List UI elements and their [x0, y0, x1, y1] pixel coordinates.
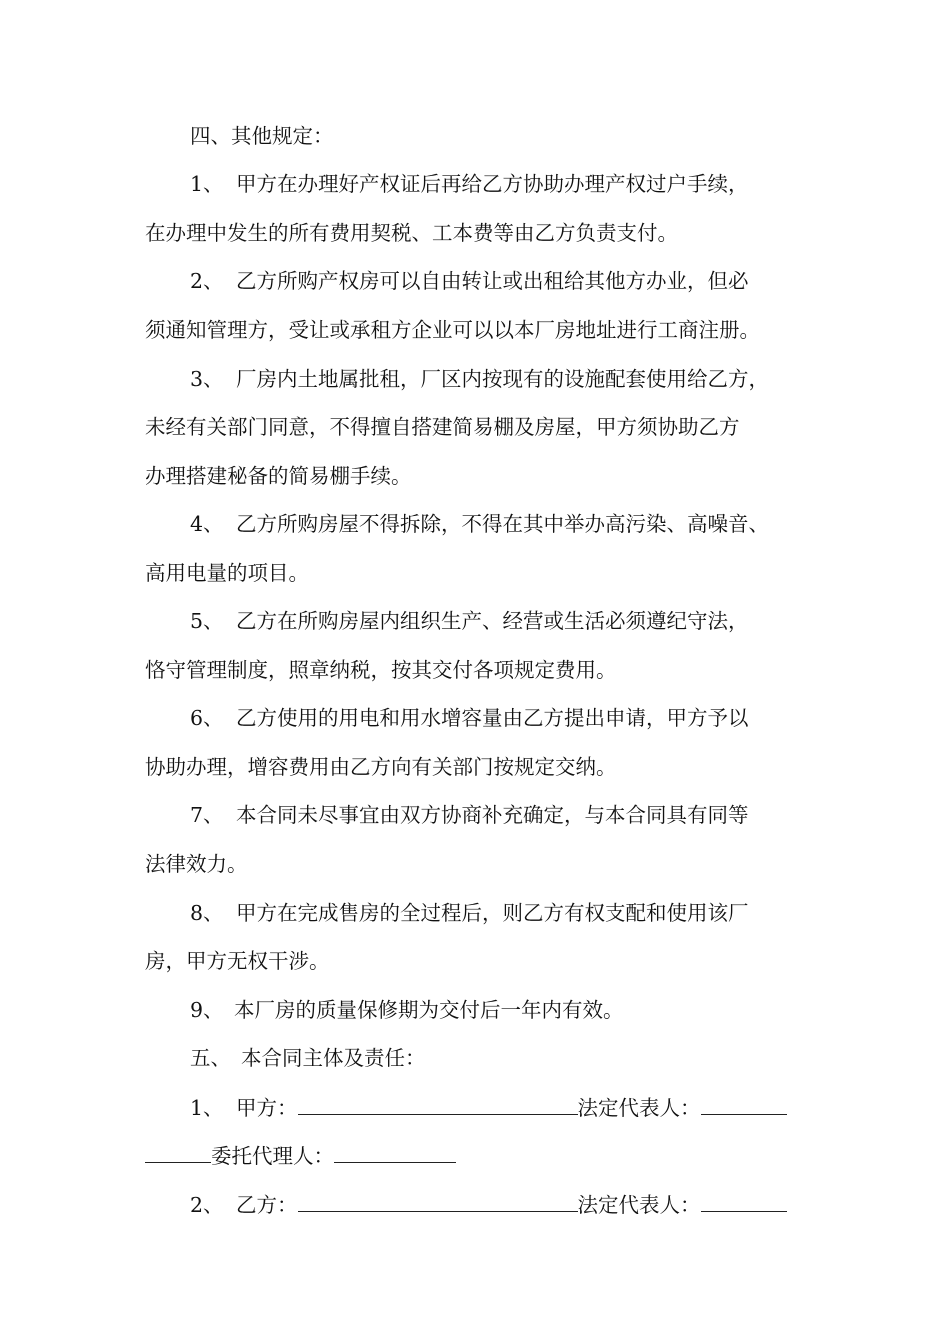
party-b-line: [190, 1189, 890, 1219]
clause-number: 4、: [190, 512, 224, 536]
party-b-label: 乙方：: [236, 1193, 298, 1217]
party-b-rep-blank[interactable]: [701, 1189, 787, 1212]
party-a-rep-label: 法定代表人：: [577, 1096, 701, 1120]
party-a-rep-blank[interactable]: [701, 1092, 787, 1115]
clause-number: 1、: [190, 172, 224, 196]
clause-number: 2、: [190, 1193, 224, 1217]
clause-8-line-1: 8、 甲方在完成售房的全过程后，则乙方有权支配和使用该厂: [190, 898, 890, 928]
party-a-line: [190, 1092, 890, 1122]
clause-1-line-2: 在办理中发生的所有费用契税、工本费等由乙方负责支付。: [145, 221, 678, 245]
clause-6-line-1: 6、 乙方使用的用电和用水增容量由乙方提出申请，甲方予以: [190, 703, 890, 733]
clause-4-line-2: 高用电量的项目。: [145, 561, 309, 585]
clause-number: 5、: [190, 609, 224, 633]
clause-8-line-2: 房，甲方无权干涉。: [145, 949, 330, 973]
clause-2-line-1: 2、 乙方所购产权房可以自由转让或出租给其他方办业，但必: [190, 266, 890, 296]
clause-7-line-1: 7、 本合同未尽事宜由双方协商补充确定，与本合同具有同等: [190, 800, 890, 830]
clause-number: 9、: [190, 998, 224, 1022]
party-a-rep-blank-cont[interactable]: [145, 1140, 211, 1163]
clause-number: 8、: [190, 901, 224, 925]
party-b-rep-label: 法定代表人：: [577, 1193, 701, 1217]
clause-3-line-3: 办理搭建秘备的简易棚手续。: [145, 464, 412, 488]
party-a-agent-line: [145, 1140, 845, 1170]
clause-5-line-2: 恪守管理制度，照章纳税，按其交付各项规定费用。: [145, 658, 617, 682]
section-5-heading: 五、 本合同主体及责任：: [190, 1046, 426, 1070]
party-b-name-blank[interactable]: [298, 1189, 578, 1212]
party-a-label: 甲方：: [236, 1096, 298, 1120]
clause-1-line-1: 1、 甲方在办理好产权证后再给乙方协助办理产权过户手续，: [190, 169, 890, 199]
clause-number: 2、: [190, 269, 224, 293]
clause-number: 6、: [190, 706, 224, 730]
clause-2-line-2: 须通知管理方，受让或承租方企业可以以本厂房地址进行工商注册。: [145, 318, 760, 342]
clause-3-line-1: 3、 厂房内土地属批租，厂区内按现有的设施配套使用给乙方，: [190, 364, 890, 394]
clause-9-line-1: 9、 本厂房的质量保修期为交付后一年内有效。: [190, 995, 890, 1025]
clause-6-line-2: 协助办理，增容费用由乙方向有关部门按规定交纳。: [145, 755, 617, 779]
clause-3-line-2: 未经有关部门同意，不得擅自搭建简易棚及房屋，甲方须协助乙方: [145, 415, 740, 439]
clause-number: 1、: [190, 1096, 224, 1120]
party-a-name-blank[interactable]: [298, 1092, 578, 1115]
clause-number: 7、: [190, 803, 224, 827]
section-4-heading: 四、其他规定：: [190, 124, 334, 148]
clause-7-line-2: 法律效力。: [145, 852, 248, 876]
clause-5-line-1: 5、 乙方在所购房屋内组织生产、经营或生活必须遵纪守法，: [190, 606, 890, 636]
party-a-agent-label: 委托代理人：: [211, 1144, 334, 1168]
party-a-agent-blank[interactable]: [334, 1140, 456, 1163]
clause-number: 3、: [190, 367, 224, 391]
clause-4-line-1: 4、 乙方所购房屋不得拆除，不得在其中举办高污染、高噪音、: [190, 509, 890, 539]
